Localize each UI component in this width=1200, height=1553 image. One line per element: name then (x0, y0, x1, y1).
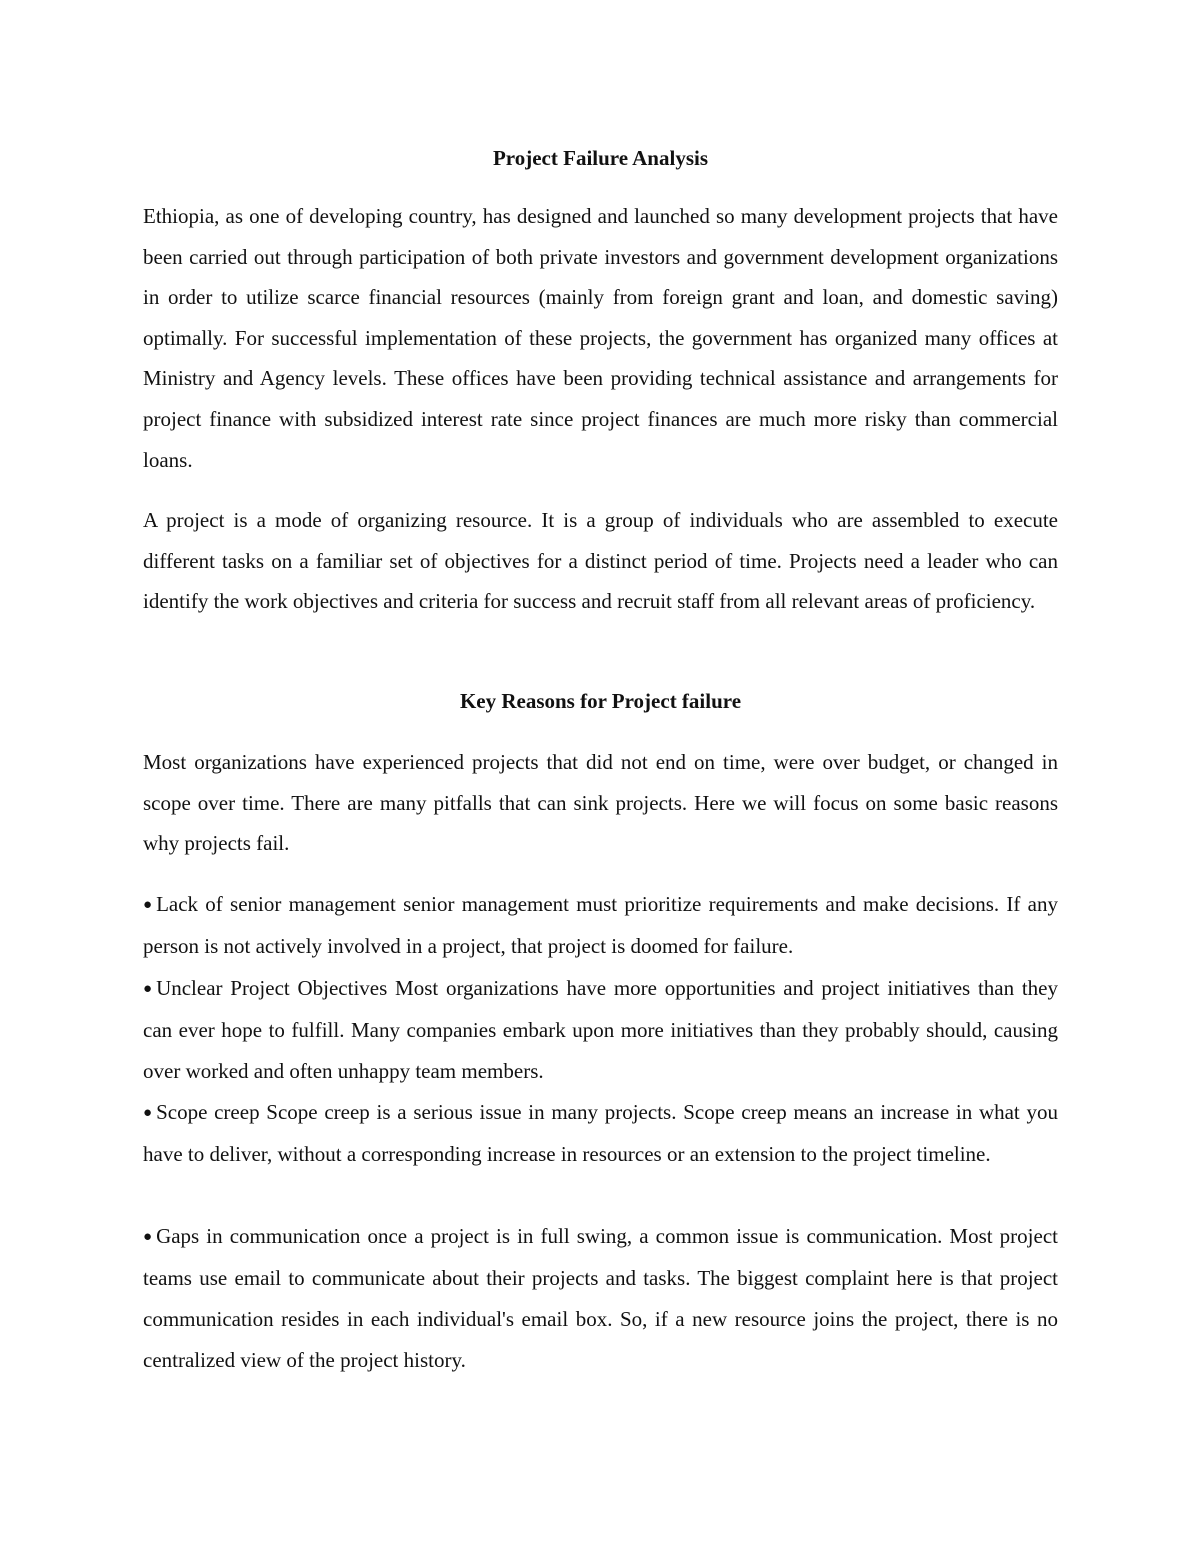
section-heading: Key Reasons for Project failure (459, 689, 742, 713)
paragraph-project-definition: A project is a mode of organizing resource. It is a group of individuals who are assembled to execute different tasks on a familiar set of objectives for a distinct period of time. Projects need a leader who can identify the work objectives and criteria for success and recruit staff from all relevant areas of proficiency. (143, 508, 1058, 614)
bullet-item-senior-management (143, 884, 1058, 967)
bullet-item-scope-creep (143, 1092, 1058, 1175)
document-title: Project Failure Analysis (492, 146, 709, 170)
paragraph-ethiopia-projects: Ethiopia, as one of developing country, has designed and launched so many development projects that have been carried out through participation of both private investors and government development organizations in order to utilize scarce financial resources (mainly from foreign grant and loan, and domestic saving) optimally. For successful implementation of these projects, the government has organized many offices at Ministry and Agency levels. These offices have been providing technical assistance and arrangements for project finance with subsidized interest rate since project finances are much more risky than commercial loans. (143, 204, 1058, 472)
bullet-icon: ● (143, 1105, 153, 1121)
bullet-icon: ● (143, 981, 153, 997)
bullet-text: Unclear Project Objectives Most organizations have more opportunities and project initiatives than they can ever hope to fulfill. Many companies embark upon more initiatives than they probably should, causing over worked and often unhappy team members. (143, 976, 1058, 1083)
bullet-item-unclear-objectives (143, 968, 1058, 1092)
bullet-icon: ● (143, 897, 153, 913)
bullet-icon: ● (143, 1229, 153, 1245)
bullet-text: Scope creep Scope creep is a serious issue in many projects. Scope creep means an increase in what you have to deliver, without a corresponding increase in resources or an extension to the project timeline. (143, 1100, 1058, 1166)
bullet-text: Gaps in communication once a project is in full swing, a common issue is communication. Most project teams use email to communicate about their projects and tasks. The biggest complaint here is that project communication resides in each individual's email box. So, if a new resource joins the project, there is no centralized view of the project history. (143, 1224, 1058, 1372)
paragraph-section-intro: Most organizations have experienced projects that did not end on time, were over budget, or changed in scope over time. There are many pitfalls that can sink projects. Here we will focus on some basic reasons why projects fail. (143, 750, 1058, 856)
bullet-text: Lack of senior management senior management must prioritize requirements and make decisions. If any person is not actively involved in a project, that project is doomed for failure. (143, 892, 1058, 958)
bullet-item-communication-gaps (143, 1216, 1058, 1381)
